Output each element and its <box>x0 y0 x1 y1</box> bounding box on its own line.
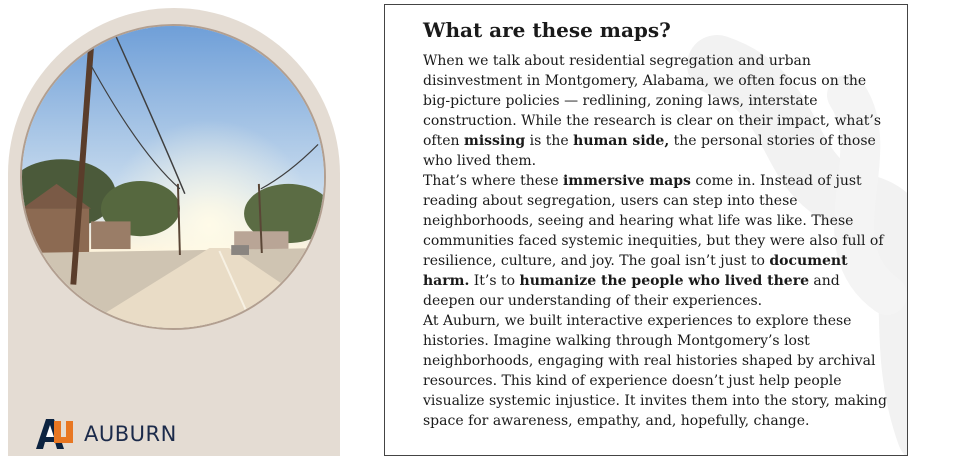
neighborhood-street-photo-icon <box>22 26 324 328</box>
paragraph-3: At Auburn, we built interactive experiences to explore these histories. Imagine walking through Montgomery’s lost neighborhoods, engaging with real histories shaped by archival resources. This kind of experience doesn’t just help people visualize systemic injustice. It invites them into the story, making space for awareness, empathy, and, hopefully, change. <box>423 313 887 429</box>
paragraph-2: That’s where these immersive maps come in. Instead of just reading about segregation, users can step into these neighborhoods, seeing and hearing what life was like. These communities faced systemic inequities, but they were also full of resilience, culture, and joy. The goal isn’t just to document harm. It’s to humanize the people who lived there and deepen our understanding of their experiences. <box>423 173 884 309</box>
auburn-au-logo-icon <box>34 417 74 451</box>
street-photo <box>20 24 326 330</box>
paragraph-1: When we talk about residential segregation and urban disinvestment in Montgomery, Alabama, we often focus on the big-picture policies — redlining, zoning laws, interstate construction. While the research is clear on their impact, what’s often missing is the human side, the personal stories of those who lived them. <box>423 53 882 169</box>
auburn-logo <box>34 417 177 451</box>
info-panel <box>384 4 908 456</box>
panel-title: What are these maps? <box>423 18 671 42</box>
auburn-wordmark: AUBURN <box>84 422 177 446</box>
